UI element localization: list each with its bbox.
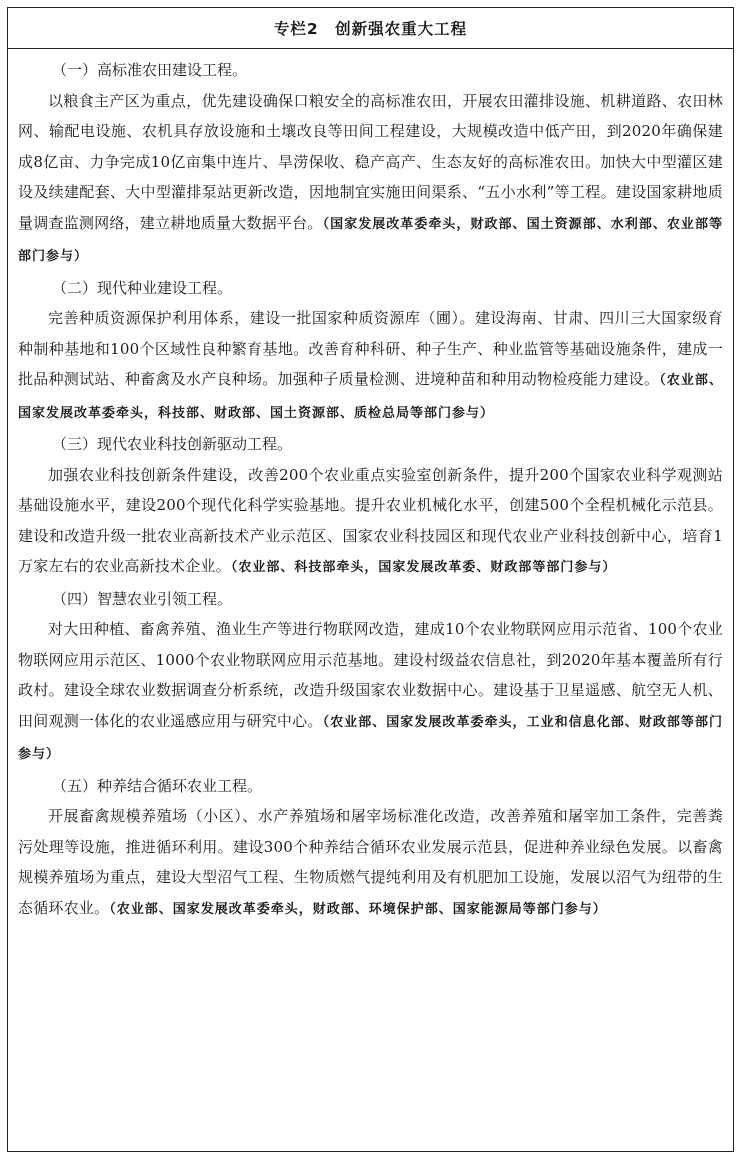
section-note-1: （国家发展改革委牵头，财政部、国土资源部、水利部、农业部等部门参与） [18,216,723,264]
section-heading-2: （二）现代种业建设工程。 [52,278,233,297]
section-heading-1: （一）高标准农田建设工程。 [52,61,248,79]
section-paragraph-5 [18,801,723,925]
section-heading-3: （三）现代农业科技创新驱动工程。 [52,435,293,453]
section-body-1: 以粮食主产区为重点，优先建设确保口粮安全的高标准农田，开展农田灌排设施、机耕道路、农田林网、输配电设施、农机具存放设施和土壤改良等田间工程建设，大规模改造中低产田，到2020年确保建成8亿亩、力争完成10亿亩集中连片、旱涝保收、稳产高产、生态友好的高标准农田。加快大中型灌区建设及续建配套、大中型灌排泵站更新改造，因地制宜实施田间渠系、“五小水利”等工程。建设国家耕地质量调查监测网络，建立耕地质量大数据平台。 [18,91,723,232]
section-body-5: 开展畜禽规模养殖场（小区）、水产养殖场和屠宰场标准化改造，改善养殖和屠宰加工条件，完善粪污处理等设施，推进循环利用。建设300个种养结合循环农业发展示范县，促进种养业绿色发展。以畜禽规模养殖场为重点，建设大型沼气工程、生物质燃气提纯利用及有机肥加工设施，发展以沼气为纽带的生态循环农业。 [18,807,723,917]
section-note-4: （农业部、国家发展改革委牵头，工业和信息化部、财政部等部门参与） [18,714,723,762]
section-note-3: （农业部、科技部牵头，国家发展改革委、财政部等部门参与） [230,560,617,575]
box-title: 专栏2 创新强农重大工程 [8,8,733,49]
box-content [8,49,733,925]
section-paragraph-3 [18,460,723,584]
section-body-4: 对大田种植、畜禽养殖、渔业生产等进行物联网改造，建成10个农业物联网应用示范省、100个农业物联网应用示范区、1000个农业物联网应用示范基地。建设村级益农信息社，到2020年基本覆盖所有行政村。建设全球农业数据调查分析系统，改造升级国家农业数据中心。建设基于卫星遥感、航空无人机、田间观测一体化的农业遥感应用与研究中心。 [18,620,723,730]
section-note-2: （农业部、国家发展改革委牵头，科技部、财政部、国土资源部、质检总局等部门参与） [18,373,723,421]
section-paragraph-1 [18,86,723,273]
section-paragraph-2 [18,303,723,429]
section-heading-4: （四）智慧农业引领工程。 [52,589,233,608]
feature-box [7,7,734,1152]
section-heading-5: （五）种养结合循环农业工程。 [52,776,263,795]
section-paragraph-4 [18,614,723,771]
section-note-5: （农业部、国家发展改革委牵头，财政部、环境保护部、国家能源局等部门参与） [109,901,607,917]
section-body-2: 完善种质资源保护利用体系，建设一批国家种质资源库（圃）。建设海南、甘肃、四川三大国家级育种制种基地和100个区域性良种繁育基地。改善育种科研、种子生产、种业监管等基础设施条件，建成一批品种测试站、种畜禽及水产良种场。加强种子质量检测、进境种苗和种用动物检疫能力建设。 [18,309,723,388]
section-body-3: 加强农业科技创新条件建设，改善200个农业重点实验室创新条件，提升200个国家农业科学观测站基础设施水平，建设200个现代化科学实验基地。提升农业机械化水平，创建500个全程机械化示范县。建设和改造升级一批农业高新技术产业示范区、国家农业科技园区和现代农业产业科技创新中心，培育1万家左右的农业高新技术企业。 [18,465,723,575]
